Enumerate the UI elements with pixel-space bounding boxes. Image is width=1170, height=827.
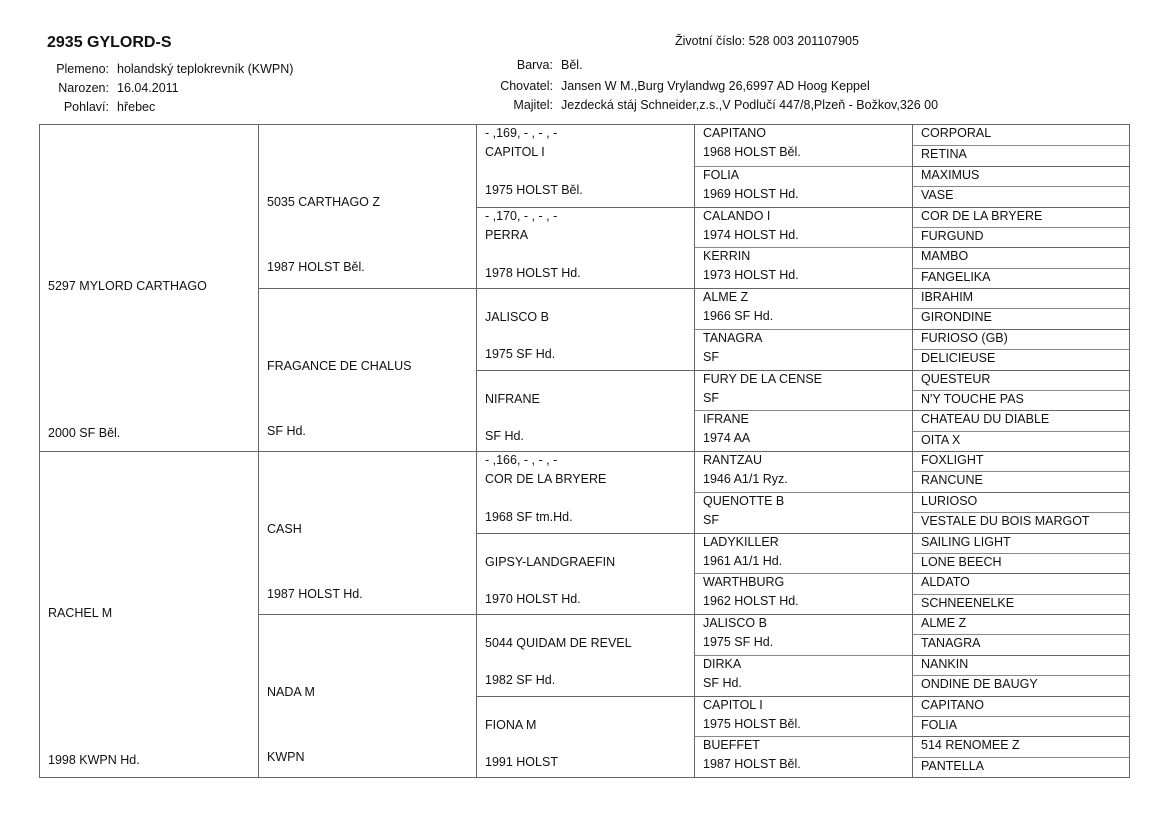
ancestor-name: QUENOTTE B [703, 493, 785, 508]
ancestor-gen4 [694, 655, 912, 696]
ancestor-info: 2000 SF Běl. [48, 426, 121, 440]
ancestor-gen5 [912, 696, 1129, 716]
ancestor-name: VESTALE DU BOIS MARGOT [921, 514, 1090, 529]
ancestor-gen5 [912, 125, 1129, 145]
ancestor-gen5 [912, 716, 1129, 736]
ancestor-gen2 [258, 288, 476, 451]
ancestor-name: CAPITOL I [485, 145, 545, 159]
ancestor-gen5 [912, 288, 1129, 308]
ancestor-info: SF Hd. [267, 424, 306, 438]
field-label: Pohlaví: [63, 100, 109, 114]
ancestor-gen2 [258, 451, 476, 614]
ancestor-name: BUEFFET [703, 738, 760, 753]
ancestor-info: SF [703, 390, 719, 405]
ancestor-name: CALANDO I [703, 208, 771, 223]
ancestor-gen3 [476, 288, 694, 370]
ancestor-name: FANGELIKA [921, 269, 991, 284]
ancestor-gen5 [912, 655, 1129, 675]
ancestor-name: LONE BEECH [921, 554, 1002, 569]
ancestor-name: NANKIN [921, 656, 969, 671]
ancestor-info: 1998 KWPN Hd. [48, 753, 140, 767]
ancestor-name: CHATEAU DU DIABLE [921, 412, 1050, 427]
ancestor-gen5 [912, 390, 1129, 410]
ancestor-name: FOLIA [921, 717, 958, 732]
field-label: Barva: [516, 58, 553, 72]
ancestor-name: QUESTEUR [921, 371, 991, 386]
ancestor-name: GIRONDINE [921, 310, 992, 325]
ancestor-name: 514 RENOMEE Z [921, 738, 1020, 753]
ancestor-info: 1974 HOLST Hd. [703, 227, 799, 242]
ancestor-gen5 [912, 370, 1129, 390]
ancestor-gen4 [694, 166, 912, 207]
ancestor-gen4 [694, 533, 912, 574]
ancestor-name: 5044 QUIDAM DE REVEL [485, 636, 632, 650]
ancestor-name: SAILING LIGHT [921, 534, 1011, 549]
ancestor-name: IBRAHIM [921, 290, 974, 304]
ancestor-gen1 [40, 125, 258, 451]
ancestor-gen4 [694, 573, 912, 614]
ancestor-info: KWPN [267, 750, 305, 764]
ancestor-name: LADYKILLER [703, 534, 779, 549]
ancestor-gen5 [912, 308, 1129, 328]
ancestor-name: ALME Z [921, 616, 967, 630]
ancestor-info: 1975 SF Hd. [485, 347, 556, 361]
ancestor-name: 5035 CARTHAGO Z [267, 194, 381, 209]
ancestor-gen4 [694, 696, 912, 737]
ancestor-name: GIPSY-LANDGRAEFIN [485, 554, 616, 569]
ancestor-name: NADA M [267, 684, 315, 699]
ancestor-name: VASE [921, 188, 954, 203]
ancestor-name: DELICIEUSE [921, 351, 996, 366]
ancestor-name: SCHNEENELKE [921, 595, 1015, 610]
ancestor-name: FRAGANCE DE CHALUS [267, 358, 412, 373]
ancestor-gen5 [912, 410, 1129, 430]
ancestor-gen5 [912, 492, 1129, 512]
field-value: Běl. [561, 58, 583, 72]
ancestor-info: 1966 SF Hd. [703, 309, 774, 323]
ancestor-name: COR DE LA BRYERE [485, 472, 607, 486]
ancestor-name: RETINA [921, 147, 967, 162]
ancestor-performance: - ,169, - , - , - [485, 126, 558, 140]
ancestor-name: LURIOSO [921, 493, 978, 508]
ancestor-name: 5297 MYLORD CARTHAGO [48, 279, 207, 293]
ancestor-name: FIONA M [485, 717, 537, 732]
ancestor-gen5 [912, 573, 1129, 593]
ancestor-gen4 [694, 451, 912, 492]
ancestor-gen4 [694, 247, 912, 288]
ancestor-info: SF Hd. [485, 428, 524, 443]
ancestor-gen5 [912, 594, 1129, 614]
ancestor-name: PERRA [485, 227, 529, 242]
ancestor-gen5 [912, 166, 1129, 186]
ancestor-info: 1968 SF tm.Hd. [485, 510, 573, 524]
field-label: Chovatel: [500, 79, 553, 93]
field-born [47, 81, 179, 95]
ancestor-info: 1987 HOLST Hd. [267, 587, 363, 601]
ancestor-gen5 [912, 186, 1129, 206]
ancestor-gen5 [912, 512, 1129, 532]
field-breed [47, 62, 293, 76]
ancestor-info: 1975 HOLST Běl. [485, 183, 583, 197]
field-owner [474, 98, 938, 112]
field-label: Majitel: [513, 98, 553, 112]
ancestor-gen5 [912, 614, 1129, 634]
ancestor-gen5 [912, 533, 1129, 553]
ancestor-gen4 [694, 410, 912, 451]
ancestor-name: DIRKA [703, 656, 742, 671]
ancestor-name: WARTHBURG [703, 575, 785, 590]
ancestor-info: 1968 HOLST Běl. [703, 145, 801, 159]
pedigree-table [39, 124, 1130, 778]
ancestor-info: 1974 AA [703, 431, 751, 446]
ancestor-gen3 [476, 533, 694, 615]
ancestor-name: TANAGRA [921, 636, 981, 651]
ancestor-name: NIFRANE [485, 391, 540, 406]
ancestor-gen5 [912, 471, 1129, 491]
ancestor-info: 1946 A1/1 Ryz. [703, 472, 788, 486]
ancestor-name: CAPITANO [703, 126, 766, 140]
ancestor-name: FURY DE LA CENSE [703, 371, 823, 386]
ancestor-gen4 [694, 288, 912, 329]
ancestor-gen4 [694, 329, 912, 370]
field-value: hřebec [117, 100, 156, 114]
field-value: Jansen W M.,Burg Vrylandwg 26,6997 AD Hoog Keppel [561, 79, 870, 93]
field-value: 16.04.2011 [117, 81, 179, 95]
ancestor-info: 1962 HOLST Hd. [703, 594, 799, 609]
ancestor-info: SF [703, 349, 719, 364]
ancestor-gen3 [476, 614, 694, 696]
ancestor-gen5 [912, 207, 1129, 227]
ancestor-name: CORPORAL [921, 126, 992, 140]
ancestor-gen3 [476, 370, 694, 452]
ancestor-info: 1973 HOLST Hd. [703, 268, 799, 283]
ancestor-gen3 [476, 696, 694, 778]
ancestor-gen4 [694, 614, 912, 655]
ancestor-info: 1975 HOLST Běl. [703, 716, 801, 731]
life-number-label: Životní číslo: [675, 34, 746, 48]
ancestor-gen5 [912, 736, 1129, 756]
ancestor-info: SF Hd. [703, 675, 742, 690]
ancestor-gen4 [694, 370, 912, 411]
field-sex [47, 100, 155, 114]
ancestor-gen5 [912, 553, 1129, 573]
ancestor-name: KERRIN [703, 249, 751, 264]
ancestor-gen5 [912, 145, 1129, 165]
ancestor-name: IFRANE [703, 412, 749, 427]
ancestor-name: COR DE LA BRYERE [921, 208, 1043, 223]
ancestor-name: OITA X [921, 432, 961, 447]
life-number-value: 528 003 201107905 [748, 34, 859, 48]
ancestor-gen3 [476, 451, 694, 533]
ancestor-gen5 [912, 634, 1129, 654]
ancestor-gen5 [912, 247, 1129, 267]
ancestor-gen4 [694, 492, 912, 533]
ancestor-gen3 [476, 207, 694, 289]
ancestor-info: 1982 SF Hd. [485, 673, 556, 687]
ancestor-name: FURGUND [921, 228, 984, 243]
ancestor-info: 1987 HOLST Běl. [703, 757, 801, 772]
ancestor-info: 1969 HOLST Hd. [703, 186, 799, 201]
horse-title: 2935 GYLORD-S [47, 34, 172, 51]
ancestor-performance: - ,166, - , - , - [485, 453, 558, 467]
ancestor-gen1 [40, 451, 258, 777]
ancestor-info: SF [703, 512, 719, 527]
field-label: Narozen: [58, 81, 109, 95]
ancestor-name: ALME Z [703, 290, 749, 304]
ancestor-name: FURIOSO (GB) [921, 330, 1008, 345]
ancestor-name: TANAGRA [703, 330, 763, 345]
ancestor-info: 1991 HOLST [485, 754, 558, 769]
ancestor-name: CAPITANO [921, 697, 984, 712]
ancestor-name: CASH [267, 521, 302, 536]
ancestor-gen5 [912, 431, 1129, 451]
ancestor-gen2 [258, 125, 476, 288]
ancestor-name: CAPITOL I [703, 697, 763, 712]
ancestor-name: MAXIMUS [921, 167, 980, 182]
field-value: Jezdecká stáj Schneider,z.s.,V Podlučí 447/8,Plzeň - Božkov,326 00 [561, 98, 939, 112]
ancestor-gen4 [694, 125, 912, 166]
ancestor-info: 1975 SF Hd. [703, 635, 774, 649]
ancestor-gen5 [912, 349, 1129, 369]
ancestor-name: JALISCO B [703, 616, 767, 630]
ancestor-name: JALISCO B [485, 310, 549, 324]
ancestor-gen5 [912, 329, 1129, 349]
ancestor-info: 1987 HOLST Běl. [267, 260, 365, 274]
ancestor-name: PANTELLA [921, 758, 984, 773]
ancestor-performance: - ,170, - , - , - [485, 208, 558, 223]
ancestor-info: 1978 HOLST Hd. [485, 265, 581, 280]
ancestor-gen5 [912, 451, 1129, 471]
ancestor-gen4 [694, 736, 912, 777]
ancestor-name: RACHEL M [48, 606, 113, 620]
ancestor-gen4 [694, 207, 912, 248]
ancestor-name: N'Y TOUCHE PAS [921, 391, 1024, 406]
ancestor-name: MAMBO [921, 249, 969, 264]
field-breeder [474, 79, 870, 93]
ancestor-name: FOXLIGHT [921, 453, 984, 467]
field-value: holandský teplokrevník (KWPN) [117, 62, 294, 76]
ancestor-name: FOLIA [703, 167, 740, 182]
ancestor-gen3 [476, 125, 694, 207]
life-number [675, 34, 859, 48]
ancestor-name: RANCUNE [921, 473, 983, 488]
ancestor-gen5 [912, 268, 1129, 288]
ancestor-name: ALDATO [921, 575, 970, 590]
field-color [474, 58, 583, 72]
ancestor-gen5 [912, 757, 1129, 777]
ancestor-name: RANTZAU [703, 453, 763, 467]
field-label: Plemeno: [56, 62, 109, 76]
ancestor-name: ONDINE DE BAUGY [921, 677, 1038, 692]
ancestor-gen5 [912, 227, 1129, 247]
ancestor-info: 1961 A1/1 Hd. [703, 553, 783, 568]
ancestor-gen2 [258, 614, 476, 777]
ancestor-info: 1970 HOLST Hd. [485, 591, 581, 606]
ancestor-gen5 [912, 675, 1129, 695]
